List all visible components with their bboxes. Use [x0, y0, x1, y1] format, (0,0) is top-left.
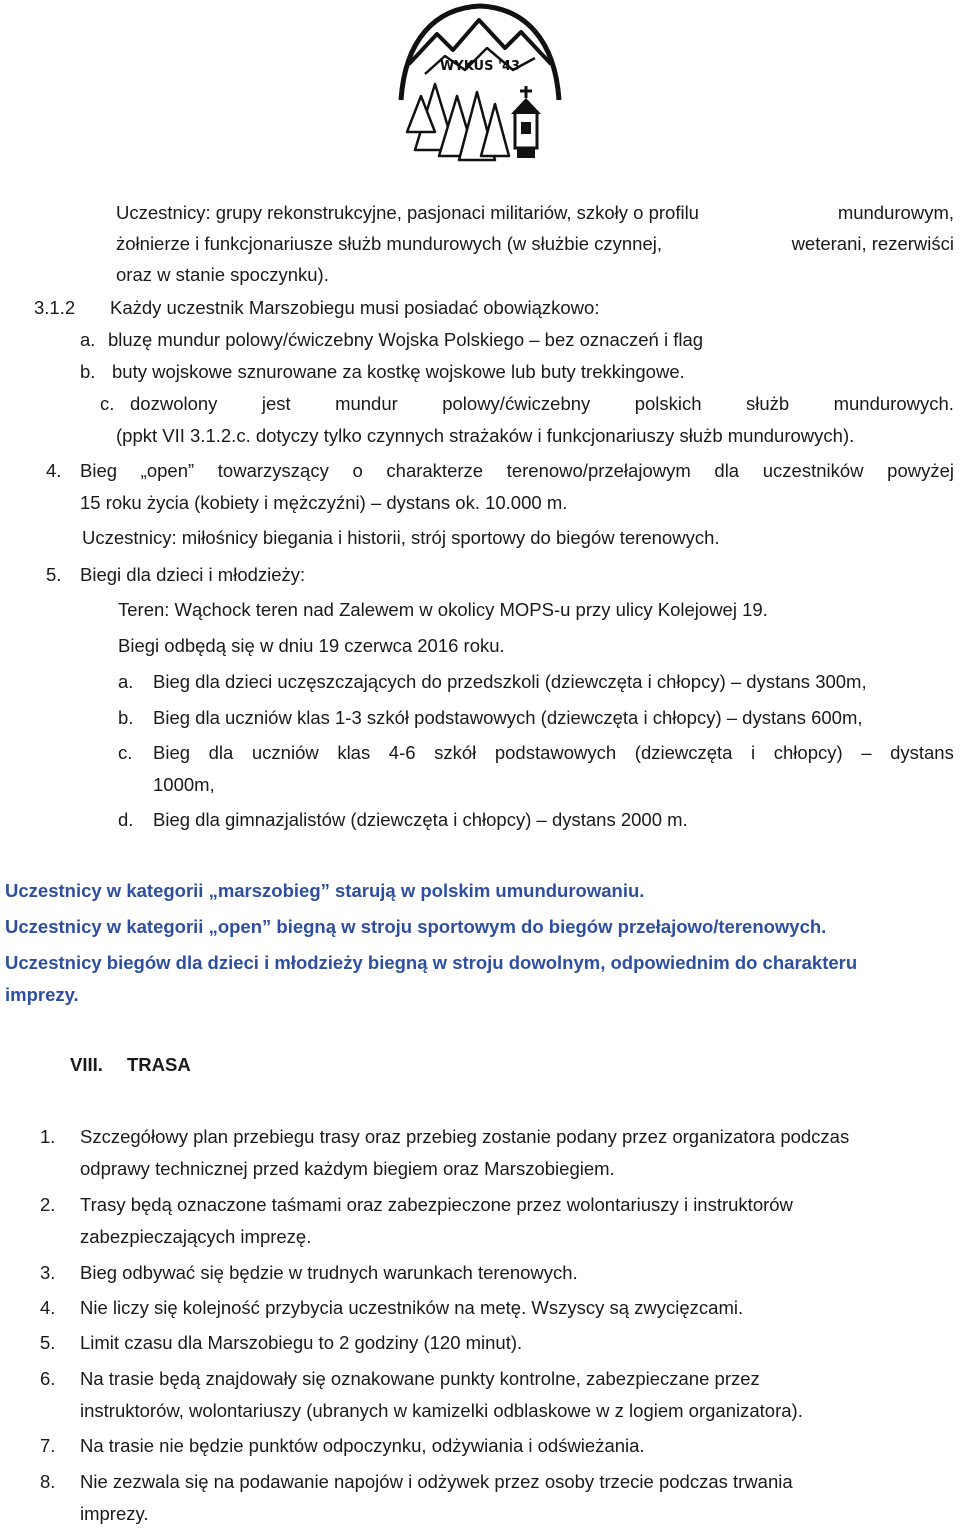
kids-a-text: Bieg dla dzieci uczęszczających do przedszkoli (dziewczęta i chłopcy) – dystans 300m, [153, 671, 867, 692]
trasa-4-number: 4. [40, 1297, 56, 1318]
item-b-letter: b. [80, 361, 96, 382]
section-8-title: TRASA [127, 1054, 191, 1075]
section-5-teren: Teren: Wąchock teren nad Zalewem w okolicy MOPS-u przy ulicy Kolejowej 19. [118, 599, 768, 620]
trasa-6-number: 6. [40, 1368, 56, 1389]
kids-c-line-1: Bieg dla uczniów klas 4-6 szkół podstawowych (dziewczęta i chłopcy) – dystans [153, 742, 954, 763]
kids-c-letter: c. [118, 742, 133, 763]
trasa-2-line-2: zabezpieczających imprezę. [80, 1226, 312, 1247]
section-5-title: Biegi dla dzieci i młodzieży: [80, 564, 306, 585]
trasa-1-number: 1. [40, 1126, 56, 1147]
trasa-7-number: 7. [40, 1435, 56, 1456]
item-a-text: bluzę mundur polowy/ćwiczebny Wojska Polskiego – bez oznaczeń i flag [108, 329, 704, 350]
section-4-line-3: Uczestnicy: miłośnicy biegania i historii, strój sportowy do biegów terenowych. [82, 527, 720, 548]
item-c-line-2: (ppkt VII 3.1.2.c. dotyczy tylko czynnych strażaków i funkcjonariuszy służb mundurowych). [116, 425, 855, 446]
participants-line-3: oraz w stanie spoczynku). [116, 264, 329, 285]
section-3-1-2-text: Każdy uczestnik Marszobiegu musi posiadać obowiązkowo: [110, 297, 600, 318]
trasa-3-number: 3. [40, 1262, 56, 1283]
trasa-8-line-2: imprezy. [80, 1503, 149, 1524]
trasa-1-line-1: Szczegółowy plan przebiegu trasy oraz przebieg zostanie podany przez organizatora podczas [80, 1126, 850, 1147]
trasa-2-line-1: Trasy będą oznaczone taśmami oraz zabezpieczone przez wolontariuszy i instruktorów [80, 1194, 793, 1215]
section-3-1-2-number: 3.1.2 [34, 297, 76, 318]
section-5-number: 5. [46, 564, 62, 585]
item-b-text: buty wojskowe sznurowane za kostkę wojskowe lub buty trekkingowe. [112, 361, 685, 382]
item-c-letter: c. [100, 393, 115, 414]
item-c-line-1: dozwolony jest mundur polowy/ćwiczebny polskich służb mundurowych. [130, 393, 954, 414]
kids-a-letter: a. [118, 671, 134, 692]
note-kids-line-1: Uczestnicy biegów dla dzieci i młodzieży biegną w stroju dowolnym, odpowiednim do charakteru [5, 952, 858, 973]
trasa-4-line-1: Nie liczy się kolejność przybycia uczestników na metę. Wszyscy są zwycięzcami. [80, 1297, 744, 1318]
trasa-1-line-2: odprawy technicznej przed każdym biegiem oraz Marszobiegiem. [80, 1158, 615, 1179]
note-kids-line-2: imprezy. [5, 984, 79, 1005]
section-4-number: 4. [46, 460, 62, 481]
trasa-3-line-1: Bieg odbywać się będzie w trudnych warunkach terenowych. [80, 1262, 578, 1283]
kids-d-letter: d. [118, 809, 134, 830]
trasa-8-number: 8. [40, 1471, 56, 1492]
trasa-6-line-1: Na trasie będą znajdowały się oznakowane punkty kontrolne, zabezpieczane przez [80, 1368, 760, 1389]
section-4-line-2: 15 roku życia (kobiety i mężczyźni) – dystans ok. 10.000 m. [80, 492, 568, 513]
note-marszobieg: Uczestnicy w kategorii „marszobieg” starują w polskim umundurowaniu. [5, 880, 645, 901]
trasa-7-line-1: Na trasie nie będzie punktów odpoczynku, odżywiania i odświeżania. [80, 1435, 645, 1456]
participants-line-1: Uczestnicy: grupy rekonstrukcyjne, pasjonaci militariów, szkoły o profilu mundurowym, [116, 202, 954, 223]
trasa-5-line-1: Limit czasu dla Marszobiegu to 2 godziny (120 minut). [80, 1332, 523, 1353]
kids-d-text: Bieg dla gimnazjalistów (dziewczęta i chłopcy) – dystans 2000 m. [153, 809, 688, 830]
section-4-line-1: Bieg „open” towarzyszący o charakterze terenowo/przełajowym dla uczestników powyżej [80, 460, 954, 481]
kids-b-letter: b. [118, 707, 134, 728]
kids-b-text: Bieg dla uczniów klas 1-3 szkół podstawowych (dziewczęta i chłopcy) – dystans 600m, [153, 707, 863, 728]
event-logo [395, 0, 565, 168]
participants-line-2: żołnierze i funkcjonariusze służb mundurowych (w służbie czynnej, weterani, rezerwiści [116, 233, 954, 254]
logo-text: WYKUS '43 [439, 59, 521, 74]
note-open: Uczestnicy w kategorii „open” biegną w stroju sportowym do biegów przełajowo/terenowych. [5, 916, 827, 937]
section-8-number: VIII. [70, 1054, 103, 1075]
item-a-letter: a. [80, 329, 96, 350]
trasa-5-number: 5. [40, 1332, 56, 1353]
kids-c-line-2: 1000m, [153, 774, 215, 795]
trasa-2-number: 2. [40, 1194, 56, 1215]
trasa-6-line-2: instruktorów, wolontariuszy (ubranych w kamizelki odblaskowe w z logiem organizatora). [80, 1400, 803, 1421]
trasa-8-line-1: Nie zezwala się na podawanie napojów i odżywek przez osoby trzecie podczas trwania [80, 1471, 793, 1492]
section-5-date: Biegi odbędą się w dniu 19 czerwca 2016 roku. [118, 635, 505, 656]
